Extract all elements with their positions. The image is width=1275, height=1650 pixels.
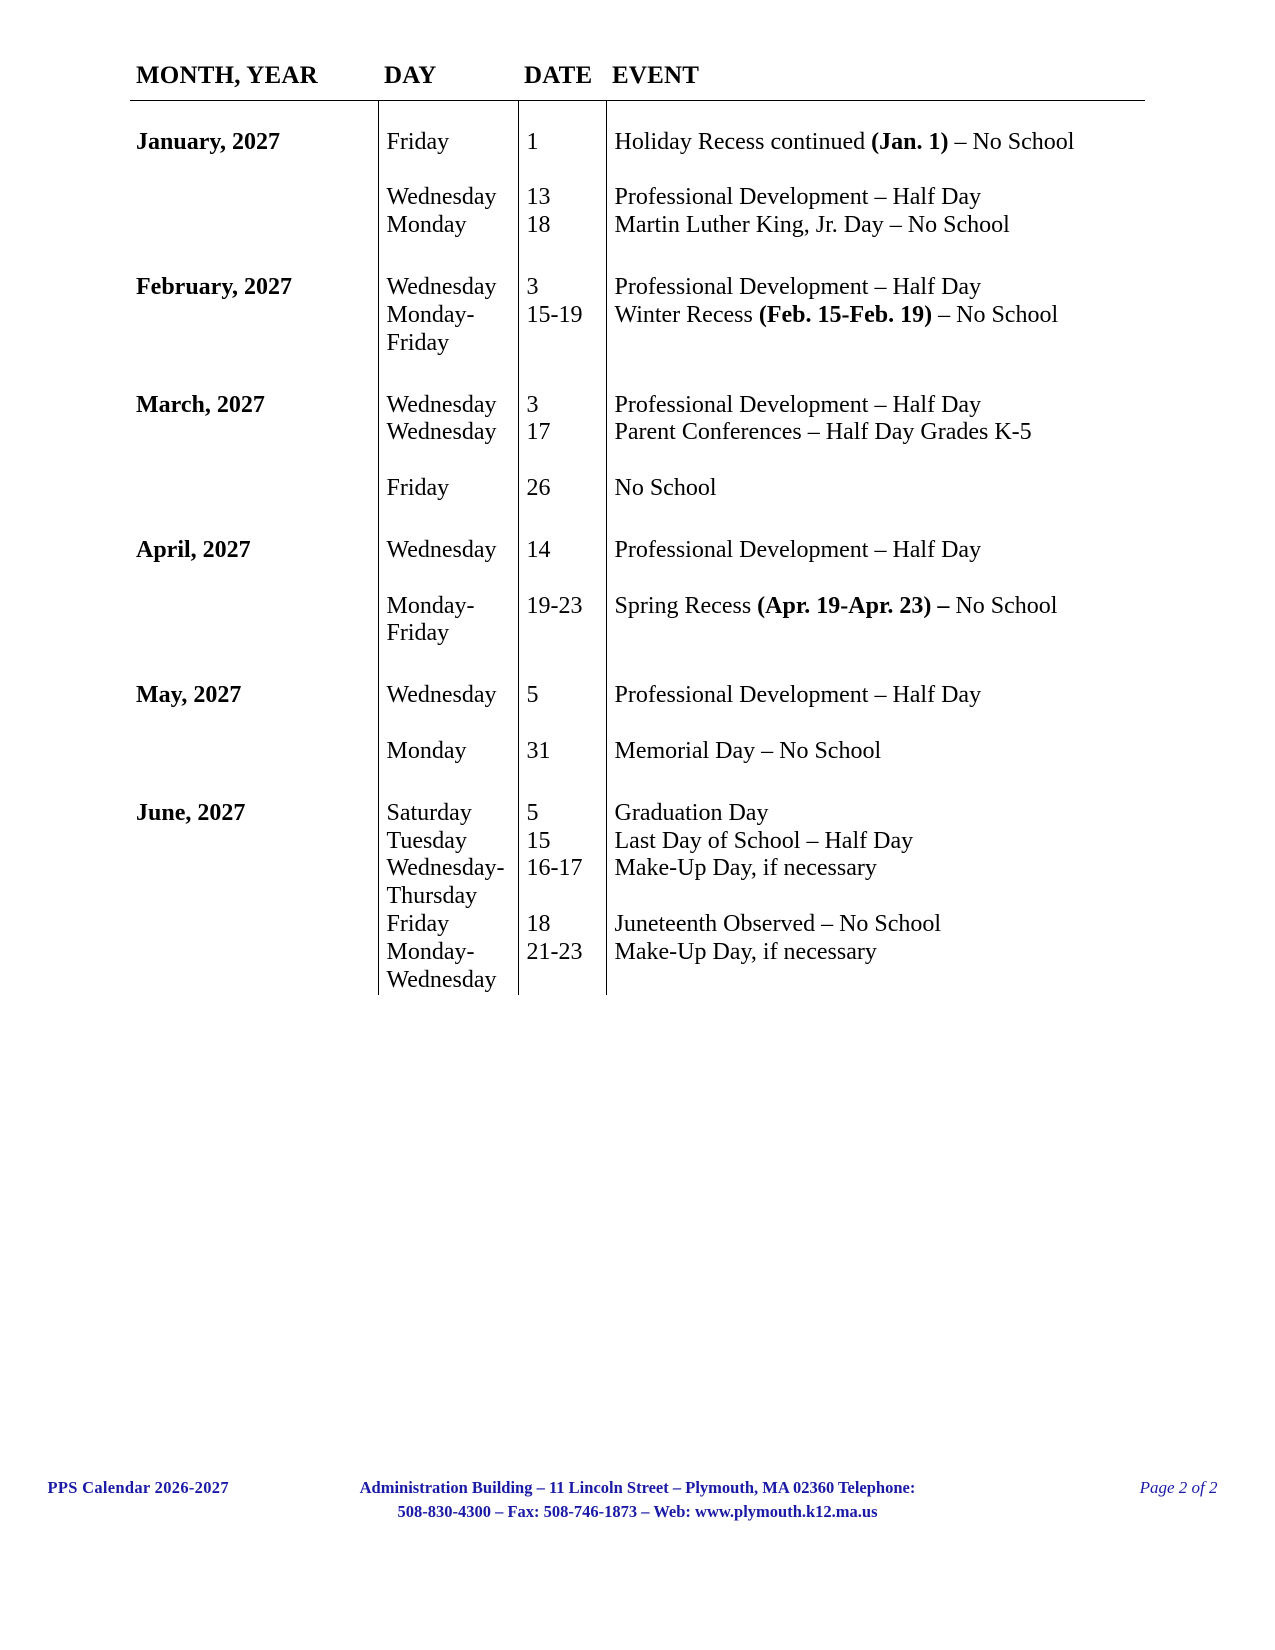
month-year-cell: June, 2027 <box>136 799 246 826</box>
column-header-month-year: MONTH, YEAR <box>130 60 378 101</box>
month-spacer-row <box>130 766 1145 800</box>
event-cell: Parent Conferences – Half Day Grades K-5 <box>606 419 1145 447</box>
event-cell: Last Day of School – Half Day <box>606 828 1145 856</box>
date-cell: 18 <box>518 212 606 240</box>
date-cell: 18 <box>518 911 606 939</box>
spacer-row <box>130 710 1145 738</box>
date-cell: 13 <box>518 184 606 212</box>
spacer-row <box>130 565 1145 593</box>
footer-address <box>48 1476 1228 1524</box>
table-row <box>130 800 1145 828</box>
day-cell: Friday <box>378 475 518 503</box>
table-row <box>130 738 1145 766</box>
month-year-cell <box>130 212 378 240</box>
month-spacer-row <box>130 358 1145 392</box>
day-cell: Wednesday <box>378 537 518 565</box>
day-cell: Monday <box>378 738 518 766</box>
table-row <box>130 828 1145 856</box>
table-row <box>130 212 1145 240</box>
footer-page-number: Page 2 of 2 <box>1139 1478 1218 1497</box>
table-row <box>130 939 1145 995</box>
month-year-cell <box>130 939 378 995</box>
footer-address-line2: 508-830-4300 – Fax: 508-746-1873 – Web: www.plymouth.k12.ma.us <box>397 1501 878 1521</box>
date-cell: 19-23 <box>518 593 606 649</box>
month-year-cell <box>130 593 378 649</box>
month-year-cell <box>130 828 378 856</box>
spacer-row <box>130 447 1145 475</box>
footer-address-line1: Administration Building – 11 Lincoln Street – Plymouth, MA 02360 Telephone: <box>359 1478 916 1497</box>
event-cell: Memorial Day – No School <box>606 738 1145 766</box>
event-cell: Spring Recess (Apr. 19-Apr. 23) – No School <box>606 593 1145 649</box>
day-cell: Wednesday <box>378 392 518 420</box>
day-cell: Monday-Wednesday <box>378 939 518 995</box>
event-cell: Martin Luther King, Jr. Day – No School <box>606 212 1145 240</box>
day-cell: Wednesday <box>378 274 518 302</box>
event-cell: Professional Development – Half Day <box>606 682 1145 710</box>
month-year-cell: April, 2027 <box>136 536 251 563</box>
date-cell: 21-23 <box>518 939 606 995</box>
table-header-row <box>130 60 1145 101</box>
month-year-cell <box>130 475 378 503</box>
month-year-cell: January, 2027 <box>136 128 281 155</box>
day-cell: Monday-Friday <box>378 302 518 358</box>
month-year-cell <box>130 184 378 212</box>
month-year-cell <box>130 419 378 447</box>
event-cell: Professional Development – Half Day <box>606 392 1145 420</box>
table-row <box>130 302 1145 358</box>
table-body <box>130 101 1145 995</box>
table-row <box>130 911 1145 939</box>
month-year-cell: February, 2027 <box>136 274 292 301</box>
date-cell: 16-17 <box>518 855 606 911</box>
day-cell: Saturday <box>378 800 518 828</box>
table-row <box>130 129 1145 157</box>
table-row <box>130 855 1145 911</box>
month-spacer-row <box>130 503 1145 537</box>
event-emphasis: (Apr. 19-Apr. 23) – <box>757 592 950 619</box>
day-cell: Monday-Friday <box>378 593 518 649</box>
event-cell: Make-Up Day, if necessary <box>606 939 1145 995</box>
event-cell: Juneteenth Observed – No School <box>606 911 1145 939</box>
day-cell: Friday <box>378 911 518 939</box>
day-cell: Tuesday <box>378 828 518 856</box>
day-cell: Wednesday <box>378 184 518 212</box>
date-cell: 1 <box>518 129 606 157</box>
event-cell: Winter Recess (Feb. 15-Feb. 19) – No School <box>606 302 1145 358</box>
calendar-table-container <box>130 60 1145 995</box>
event-cell: Professional Development – Half Day <box>606 537 1145 565</box>
date-cell: 15 <box>518 828 606 856</box>
date-cell: 3 <box>518 274 606 302</box>
school-calendar-table <box>130 60 1145 995</box>
day-cell: Wednesday <box>378 419 518 447</box>
day-cell: Wednesday <box>378 682 518 710</box>
table-row <box>130 593 1145 649</box>
date-cell: 31 <box>518 738 606 766</box>
date-cell: 26 <box>518 475 606 503</box>
day-cell: Wednesday-Thursday <box>378 855 518 911</box>
month-year-cell: March, 2027 <box>136 391 265 418</box>
page-footer <box>0 1472 1275 1532</box>
footer-calendar-label: PPS Calendar 2026-2027 <box>47 1478 229 1497</box>
month-year-cell: May, 2027 <box>136 682 242 709</box>
date-cell: 14 <box>518 537 606 565</box>
spacer-row <box>130 157 1145 185</box>
date-cell: 3 <box>518 392 606 420</box>
event-cell: Graduation Day <box>606 800 1145 828</box>
event-emphasis: (Feb. 15-Feb. 19) <box>758 301 933 328</box>
event-cell: Holiday Recess continued (Jan. 1) – No School <box>606 129 1145 157</box>
table-row <box>130 537 1145 565</box>
event-cell: No School <box>606 475 1145 503</box>
month-spacer-row <box>130 240 1145 274</box>
table-row <box>130 392 1145 420</box>
date-cell: 15-19 <box>518 302 606 358</box>
event-cell: Professional Development – Half Day <box>606 274 1145 302</box>
table-row <box>130 475 1145 503</box>
month-year-cell <box>130 855 378 911</box>
month-year-cell <box>130 738 378 766</box>
event-cell: Professional Development – Half Day <box>606 184 1145 212</box>
date-cell: 5 <box>518 800 606 828</box>
table-row <box>130 682 1145 710</box>
month-year-cell <box>130 302 378 358</box>
date-cell: 5 <box>518 682 606 710</box>
column-header-event: EVENT <box>606 60 1145 101</box>
column-header-date: DATE <box>518 60 606 101</box>
day-cell: Monday <box>378 212 518 240</box>
event-cell: Make-Up Day, if necessary <box>606 855 1145 911</box>
date-cell: 17 <box>518 419 606 447</box>
table-header <box>130 60 1145 101</box>
spacer-row <box>130 101 1145 129</box>
event-emphasis: (Jan. 1) <box>871 128 949 155</box>
column-header-day: DAY <box>378 60 518 101</box>
table-row <box>130 419 1145 447</box>
table-row <box>130 184 1145 212</box>
day-cell: Friday <box>378 129 518 157</box>
month-spacer-row <box>130 648 1145 682</box>
table-row <box>130 274 1145 302</box>
month-year-cell <box>130 911 378 939</box>
